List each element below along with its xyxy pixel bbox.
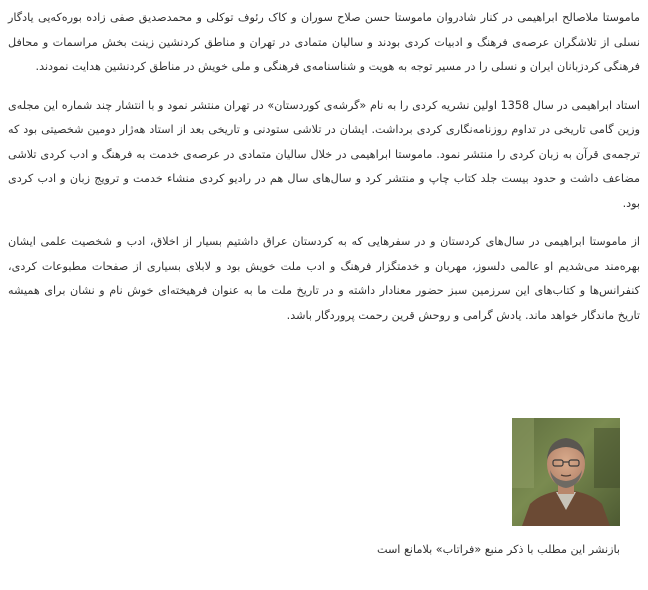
article-body	[8, 6, 640, 342]
article-paragraph-2: استاد ابراهیمی در سال 1358 اولین نشریه کردی را به نام «گرشه‌ی کوردستان» در تهران منتشر نمود و با انتشار چند شماره این مجله‌ی وزین گامی تاریخی در تداوم روزنامه‌نگاری کردی برداشت. ایشان در تلاشی ستودنی و تاریخی بعد از استاد هه‌ژار دومین شخصیتی بود که ترجمه‌ی قرآن به زبان کردی را منتشر نمود. ماموستا ابراهیمی در خلال سالیان متمادی در عرصه‌ی خدمت به فرهنگ و ادب کردی تلاشی مضاعف داشت و حدود بیست جلد کتاب چاپ و منتشر کرد و سال‌های سال هم در رادیو کردی منشاء خدمت و ترویج زبان و ادب کردی بود.	[8, 98, 640, 210]
article-paragraph-3: از ماموستا ابراهیمی در سال‌های کردستان و در سفرهایی که به کردستان عراق داشتیم بسیار از اخلاق، ادب و شخصیت علمی ایشان بهره‌مند می‌شدیم او عالمی دلسوز، مهربان و خدمتگزار فرهنگ و ادب ملت خویش بود و لابلای بسیاری از صفحات مطبوعات کردی، کنفرانس‌ها و کتاب‌های این سرزمین سبز حضور معنادار داشته و در تاریخ ملت ما به عنوان فرهیخته‌ای خوش نام و نشان برای همیشه تاریخ ماندگار خواهد ماند. یادش گرامی و روحش قرین رحمت پروردگار باشد.	[8, 235, 640, 322]
portrait-photo	[512, 418, 620, 526]
article-paragraph-1: ماموستا ملاصالح ابراهیمی در کنار شادروان ماموستا حسن صلاح سوران و کاک رئوف توکلی و محمدصدیق صفی زاده بوره‌که‌یی یادگار نسلی از تلاشگران عرصه‌ی فرهنگ و ادبیات کردی بودند و سالیان متمادی در تهران و مناطق کردنشین زینت بخش مراسمات و محافل فرهنگی کردزبانان ایران و نسلی را در مسیر توجه به هویت و شناسنامه‌ی فرهنگی و ملی خویش در مناطق کردنشین هدایت نمودند.	[8, 11, 640, 73]
source-credit: بازنشر این مطلب با ذکر منبع «فراتاب» بلامانع است	[376, 543, 620, 556]
